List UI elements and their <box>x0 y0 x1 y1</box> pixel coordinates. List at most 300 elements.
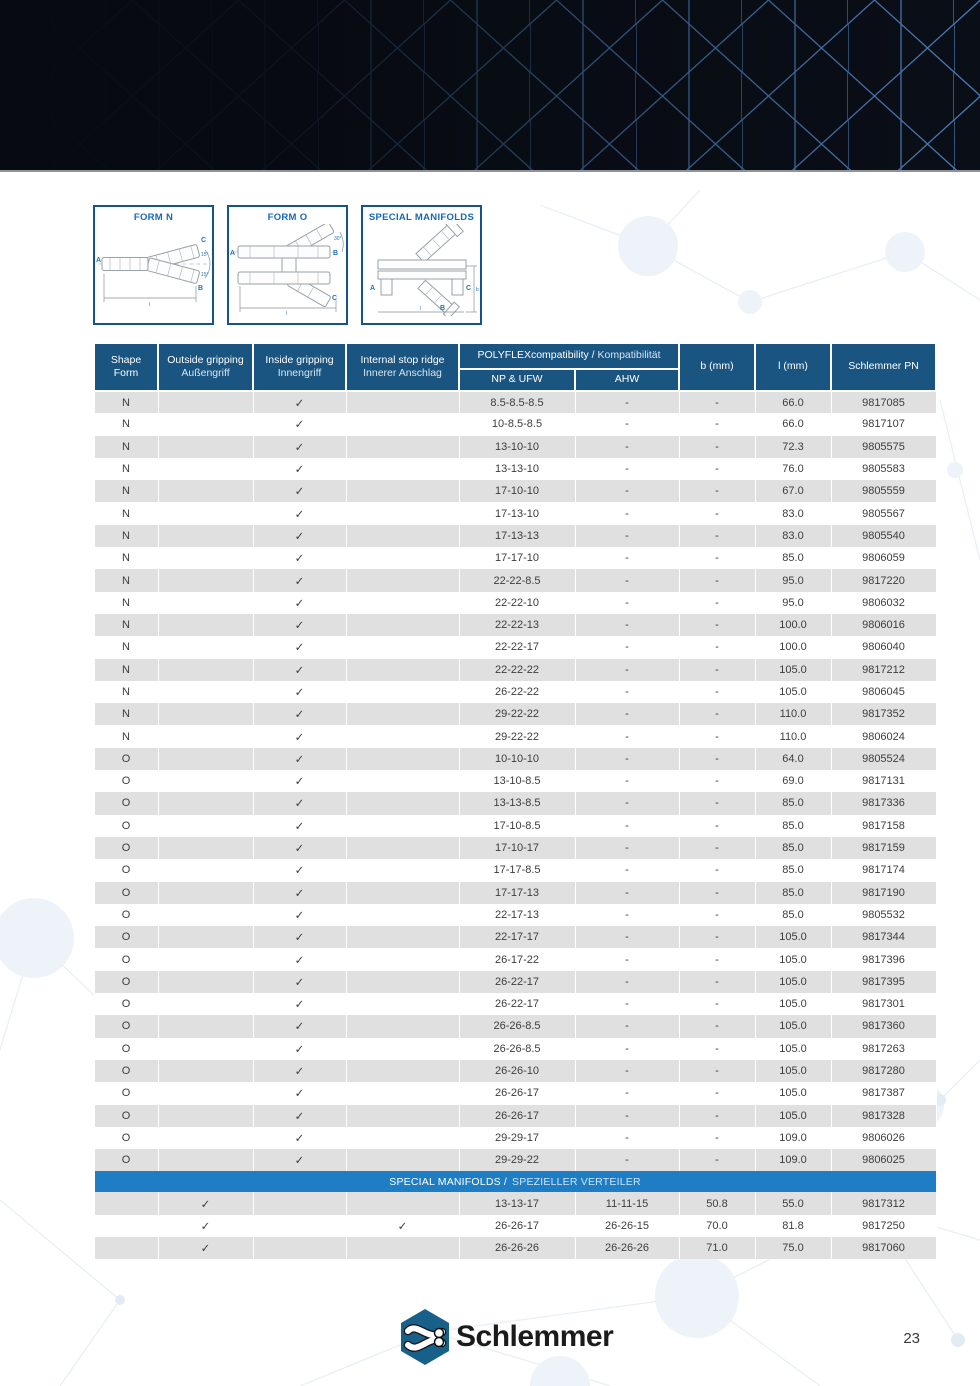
cell-internal-stop-ridge <box>346 547 459 569</box>
cell-internal-stop-ridge <box>346 614 459 636</box>
cell-outside-gripping: ✓ <box>158 1192 253 1214</box>
cell-internal-stop-ridge <box>346 1015 459 1037</box>
cell-ahw: - <box>575 569 679 591</box>
diagram-form-n <box>93 205 214 325</box>
cell-np-ufw: 26-26-17 <box>459 1215 575 1237</box>
table-row <box>94 480 936 502</box>
cell-internal-stop-ridge <box>346 703 459 725</box>
cell-l-mm: 85.0 <box>755 859 831 881</box>
cell-shape: N <box>94 636 158 658</box>
cell-schlemmer-pn: 9817212 <box>831 659 936 681</box>
cell-b-mm: - <box>679 413 755 435</box>
cell-shape: N <box>94 525 158 547</box>
svg-text:A: A <box>229 250 235 257</box>
cell-l-mm: 85.0 <box>755 882 831 904</box>
cell-b-mm: 70.0 <box>679 1215 755 1237</box>
cell-ahw: - <box>575 592 679 614</box>
svg-text:B: B <box>439 305 445 312</box>
cell-outside-gripping <box>158 547 253 569</box>
cell-ahw: - <box>575 547 679 569</box>
diagram-special-manifolds <box>361 205 482 325</box>
cell-shape: O <box>94 1127 158 1149</box>
svg-text:15°: 15° <box>200 272 209 278</box>
cell-inside-gripping: ✓ <box>253 792 346 814</box>
cell-outside-gripping <box>158 815 253 837</box>
cell-ahw: - <box>575 770 679 792</box>
cell-internal-stop-ridge <box>346 1082 459 1104</box>
cell-l-mm: 100.0 <box>755 636 831 658</box>
cell-schlemmer-pn: 9806040 <box>831 636 936 658</box>
cell-ahw: - <box>575 837 679 859</box>
cell-outside-gripping <box>158 1105 253 1127</box>
cell-l-mm: 83.0 <box>755 502 831 524</box>
cell-shape: O <box>94 815 158 837</box>
cell-shape: N <box>94 436 158 458</box>
cell-shape: N <box>94 458 158 480</box>
cell-l-mm: 83.0 <box>755 525 831 547</box>
cell-internal-stop-ridge <box>346 681 459 703</box>
cell-shape: N <box>94 547 158 569</box>
cell-outside-gripping <box>158 837 253 859</box>
cell-outside-gripping <box>158 659 253 681</box>
table-row <box>94 659 936 681</box>
cell-l-mm: 85.0 <box>755 547 831 569</box>
cell-internal-stop-ridge <box>346 815 459 837</box>
cell-outside-gripping <box>158 1038 253 1060</box>
cell-np-ufw: 22-22-13 <box>459 614 575 636</box>
cell-schlemmer-pn: 9806026 <box>831 1127 936 1149</box>
cell-np-ufw: 22-22-22 <box>459 659 575 681</box>
cell-outside-gripping <box>158 1127 253 1149</box>
cell-schlemmer-pn: 9806059 <box>831 547 936 569</box>
cell-b-mm: - <box>679 1038 755 1060</box>
col-header-np-ufw: NP & UFW <box>459 369 575 391</box>
table-row <box>94 1149 936 1171</box>
cell-schlemmer-pn: 9805532 <box>831 904 936 926</box>
cell-np-ufw: 29-29-22 <box>459 1149 575 1171</box>
cell-outside-gripping <box>158 502 253 524</box>
cell-np-ufw: 13-13-10 <box>459 458 575 480</box>
cell-inside-gripping: ✓ <box>253 948 346 970</box>
cell-inside-gripping: ✓ <box>253 1149 346 1171</box>
cell-b-mm: - <box>679 725 755 747</box>
cell-inside-gripping <box>253 1215 346 1237</box>
table-row <box>94 458 936 480</box>
svg-text:30°: 30° <box>333 236 342 242</box>
table-row <box>94 815 936 837</box>
cell-outside-gripping <box>158 725 253 747</box>
cell-l-mm: 105.0 <box>755 659 831 681</box>
cell-shape: N <box>94 502 158 524</box>
cell-b-mm: - <box>679 681 755 703</box>
cell-internal-stop-ridge <box>346 391 459 413</box>
cell-ahw: - <box>575 480 679 502</box>
cell-np-ufw: 26-22-17 <box>459 971 575 993</box>
cell-outside-gripping <box>158 948 253 970</box>
cell-inside-gripping: ✓ <box>253 436 346 458</box>
section-divider-label: SPECIAL MANIFOLDS / SPEZIELLER VERTEILER <box>94 1171 936 1192</box>
table-row <box>94 1038 936 1060</box>
table-row <box>94 681 936 703</box>
table-row <box>94 436 936 458</box>
cell-np-ufw: 17-10-17 <box>459 837 575 859</box>
cell-b-mm: - <box>679 1127 755 1149</box>
cell-inside-gripping: ✓ <box>253 971 346 993</box>
cell-outside-gripping <box>158 636 253 658</box>
cell-shape: N <box>94 480 158 502</box>
cell-schlemmer-pn: 9806025 <box>831 1149 936 1171</box>
cell-l-mm: 105.0 <box>755 1060 831 1082</box>
cell-l-mm: 105.0 <box>755 1082 831 1104</box>
cell-b-mm: - <box>679 904 755 926</box>
cell-schlemmer-pn: 9805575 <box>831 436 936 458</box>
cell-inside-gripping: ✓ <box>253 525 346 547</box>
cell-l-mm: 110.0 <box>755 703 831 725</box>
cell-schlemmer-pn: 9817396 <box>831 948 936 970</box>
col-header-internal-stop-ridge: Internal stop ridge Innerer Anschlag <box>346 343 459 391</box>
cell-b-mm: - <box>679 792 755 814</box>
cell-shape: O <box>94 971 158 993</box>
table-row <box>94 859 936 881</box>
cell-shape: O <box>94 859 158 881</box>
cell-l-mm: 55.0 <box>755 1192 831 1214</box>
cell-l-mm: 105.0 <box>755 1105 831 1127</box>
cell-b-mm: - <box>679 659 755 681</box>
svg-text:15°: 15° <box>200 252 209 258</box>
cell-l-mm: 67.0 <box>755 480 831 502</box>
section-divider-row <box>94 1171 936 1192</box>
cell-shape: N <box>94 725 158 747</box>
cell-shape: N <box>94 391 158 413</box>
cell-b-mm: 71.0 <box>679 1237 755 1259</box>
cell-inside-gripping: ✓ <box>253 725 346 747</box>
cell-ahw: - <box>575 859 679 881</box>
cell-b-mm: - <box>679 1060 755 1082</box>
form-n-drawing <box>96 224 212 316</box>
cell-schlemmer-pn: 9817060 <box>831 1237 936 1259</box>
cell-internal-stop-ridge <box>346 502 459 524</box>
cell-l-mm: 105.0 <box>755 926 831 948</box>
cell-b-mm: - <box>679 748 755 770</box>
cell-outside-gripping <box>158 993 253 1015</box>
table-row <box>94 1060 936 1082</box>
cell-schlemmer-pn: 9817280 <box>831 1060 936 1082</box>
cell-b-mm: 50.8 <box>679 1192 755 1214</box>
cell-l-mm: 105.0 <box>755 971 831 993</box>
cell-schlemmer-pn: 9817360 <box>831 1015 936 1037</box>
cell-outside-gripping <box>158 1015 253 1037</box>
cell-b-mm: - <box>679 948 755 970</box>
cell-schlemmer-pn: 9817336 <box>831 792 936 814</box>
table-row <box>94 748 936 770</box>
cell-schlemmer-pn: 9817250 <box>831 1215 936 1237</box>
cell-outside-gripping <box>158 525 253 547</box>
cell-l-mm: 110.0 <box>755 725 831 747</box>
cell-inside-gripping: ✓ <box>253 391 346 413</box>
cell-inside-gripping: ✓ <box>253 859 346 881</box>
cell-inside-gripping: ✓ <box>253 703 346 725</box>
cell-internal-stop-ridge <box>346 725 459 747</box>
cell-b-mm: - <box>679 569 755 591</box>
cell-inside-gripping: ✓ <box>253 458 346 480</box>
cell-np-ufw: 17-13-10 <box>459 502 575 524</box>
cell-np-ufw: 22-22-10 <box>459 592 575 614</box>
table-row <box>94 1082 936 1104</box>
svg-text:A: A <box>369 285 375 292</box>
diagram-title: FORM O <box>267 212 308 223</box>
banner-gradient-fade <box>0 0 980 170</box>
cell-outside-gripping <box>158 480 253 502</box>
svg-text:l: l <box>148 302 150 308</box>
table-row <box>94 993 936 1015</box>
cell-schlemmer-pn: 9817301 <box>831 993 936 1015</box>
table-row <box>94 882 936 904</box>
cell-b-mm: - <box>679 815 755 837</box>
special-table-row <box>94 1237 936 1259</box>
cell-internal-stop-ridge <box>346 792 459 814</box>
cell-outside-gripping <box>158 703 253 725</box>
cell-ahw: - <box>575 636 679 658</box>
cell-ahw: - <box>575 614 679 636</box>
cell-b-mm: - <box>679 391 755 413</box>
table-row <box>94 569 936 591</box>
spec-table <box>93 342 937 1259</box>
cell-b-mm: - <box>679 859 755 881</box>
cell-ahw: - <box>575 391 679 413</box>
cell-internal-stop-ridge <box>346 993 459 1015</box>
cell-b-mm: - <box>679 1149 755 1171</box>
cell-outside-gripping <box>158 569 253 591</box>
special-table-row <box>94 1215 936 1237</box>
schlemmer-hexagon-logo-icon <box>399 1308 451 1366</box>
cell-inside-gripping <box>253 1237 346 1259</box>
table-row <box>94 636 936 658</box>
cell-internal-stop-ridge <box>346 1192 459 1214</box>
cell-ahw: - <box>575 1082 679 1104</box>
cell-internal-stop-ridge <box>346 1149 459 1171</box>
cell-shape: N <box>94 659 158 681</box>
svg-text:C: C <box>465 285 471 292</box>
cell-b-mm: - <box>679 436 755 458</box>
cell-shape: O <box>94 792 158 814</box>
cell-inside-gripping: ✓ <box>253 748 346 770</box>
cell-inside-gripping: ✓ <box>253 413 346 435</box>
cell-ahw: - <box>575 815 679 837</box>
table-row <box>94 1015 936 1037</box>
cell-l-mm: 109.0 <box>755 1149 831 1171</box>
cell-internal-stop-ridge <box>346 525 459 547</box>
cell-b-mm: - <box>679 971 755 993</box>
cell-inside-gripping: ✓ <box>253 815 346 837</box>
cell-internal-stop-ridge: ✓ <box>346 1215 459 1237</box>
cell-b-mm: - <box>679 614 755 636</box>
cell-inside-gripping: ✓ <box>253 926 346 948</box>
cell-np-ufw: 8.5-8.5-8.5 <box>459 391 575 413</box>
cell-l-mm: 85.0 <box>755 904 831 926</box>
cell-internal-stop-ridge <box>346 748 459 770</box>
cell-inside-gripping: ✓ <box>253 681 346 703</box>
cell-b-mm: - <box>679 993 755 1015</box>
cell-shape: N <box>94 413 158 435</box>
cell-l-mm: 95.0 <box>755 569 831 591</box>
cell-ahw: - <box>575 703 679 725</box>
cell-l-mm: 64.0 <box>755 748 831 770</box>
cell-inside-gripping: ✓ <box>253 837 346 859</box>
cell-l-mm: 105.0 <box>755 993 831 1015</box>
cell-schlemmer-pn: 9817107 <box>831 413 936 435</box>
cell-schlemmer-pn: 9805583 <box>831 458 936 480</box>
table-row <box>94 948 936 970</box>
table-row <box>94 592 936 614</box>
cell-inside-gripping: ✓ <box>253 1105 346 1127</box>
cell-l-mm: 105.0 <box>755 948 831 970</box>
table-row <box>94 837 936 859</box>
svg-text:l: l <box>285 311 287 316</box>
cell-ahw: - <box>575 436 679 458</box>
cell-outside-gripping <box>158 1082 253 1104</box>
cell-b-mm: - <box>679 1015 755 1037</box>
cell-shape: O <box>94 882 158 904</box>
cell-inside-gripping: ✓ <box>253 547 346 569</box>
cell-internal-stop-ridge <box>346 882 459 904</box>
cell-outside-gripping <box>158 592 253 614</box>
special-table-row <box>94 1192 936 1214</box>
svg-text:A: A <box>95 257 101 264</box>
cell-shape: N <box>94 681 158 703</box>
cell-np-ufw: 26-22-17 <box>459 993 575 1015</box>
cell-l-mm: 105.0 <box>755 1038 831 1060</box>
cell-shape: O <box>94 1082 158 1104</box>
cell-schlemmer-pn: 9817312 <box>831 1192 936 1214</box>
cell-outside-gripping <box>158 614 253 636</box>
cell-np-ufw: 26-22-22 <box>459 681 575 703</box>
table-row <box>94 725 936 747</box>
cell-ahw: - <box>575 1105 679 1127</box>
cell-internal-stop-ridge <box>346 1127 459 1149</box>
cell-np-ufw: 10-10-10 <box>459 748 575 770</box>
cell-schlemmer-pn: 9817158 <box>831 815 936 837</box>
cell-np-ufw: 17-10-8.5 <box>459 815 575 837</box>
cell-internal-stop-ridge <box>346 569 459 591</box>
cell-l-mm: 105.0 <box>755 681 831 703</box>
cell-shape: O <box>94 948 158 970</box>
form-o-drawing <box>230 224 346 316</box>
cell-b-mm: - <box>679 547 755 569</box>
cell-shape: O <box>94 1105 158 1127</box>
cell-schlemmer-pn: 9817328 <box>831 1105 936 1127</box>
cell-np-ufw: 13-13-17 <box>459 1192 575 1214</box>
cell-ahw: - <box>575 659 679 681</box>
cell-shape: N <box>94 569 158 591</box>
cell-internal-stop-ridge <box>346 859 459 881</box>
cell-inside-gripping: ✓ <box>253 904 346 926</box>
cell-np-ufw: 22-22-17 <box>459 636 575 658</box>
cell-shape: O <box>94 1038 158 1060</box>
cell-l-mm: 75.0 <box>755 1237 831 1259</box>
cell-ahw: - <box>575 681 679 703</box>
cell-l-mm: 66.0 <box>755 391 831 413</box>
cell-ahw: - <box>575 1149 679 1171</box>
col-header-schlemmer-pn: Schlemmer PN <box>831 343 936 391</box>
cell-outside-gripping: ✓ <box>158 1237 253 1259</box>
cell-inside-gripping: ✓ <box>253 770 346 792</box>
cell-inside-gripping: ✓ <box>253 480 346 502</box>
table-row <box>94 391 936 413</box>
cell-b-mm: - <box>679 502 755 524</box>
cell-ahw: - <box>575 413 679 435</box>
cell-outside-gripping <box>158 748 253 770</box>
cell-np-ufw: 22-17-13 <box>459 904 575 926</box>
cell-b-mm: - <box>679 926 755 948</box>
table-row <box>94 525 936 547</box>
cell-ahw: 11-11-15 <box>575 1192 679 1214</box>
cell-l-mm: 72.3 <box>755 436 831 458</box>
cell-shape <box>94 1192 158 1214</box>
cell-l-mm: 85.0 <box>755 837 831 859</box>
cell-ahw: - <box>575 792 679 814</box>
cell-outside-gripping <box>158 681 253 703</box>
cell-np-ufw: 26-26-26 <box>459 1237 575 1259</box>
cell-schlemmer-pn: 9817263 <box>831 1038 936 1060</box>
cell-schlemmer-pn: 9817174 <box>831 859 936 881</box>
cell-l-mm: 105.0 <box>755 1015 831 1037</box>
cell-l-mm: 69.0 <box>755 770 831 792</box>
svg-text:C: C <box>200 237 206 244</box>
table-row <box>94 502 936 524</box>
cell-shape: O <box>94 1060 158 1082</box>
cell-schlemmer-pn: 9817387 <box>831 1082 936 1104</box>
logo-wordmark: Schlemmer <box>456 1320 614 1353</box>
cell-inside-gripping: ✓ <box>253 659 346 681</box>
cell-outside-gripping <box>158 971 253 993</box>
cell-shape <box>94 1215 158 1237</box>
cell-schlemmer-pn: 9817190 <box>831 882 936 904</box>
cell-ahw: - <box>575 1015 679 1037</box>
cell-shape: O <box>94 904 158 926</box>
cell-schlemmer-pn: 9805524 <box>831 748 936 770</box>
cell-b-mm: - <box>679 525 755 547</box>
cell-inside-gripping: ✓ <box>253 1082 346 1104</box>
cell-b-mm: - <box>679 636 755 658</box>
page-number: 23 <box>903 1330 920 1347</box>
cell-schlemmer-pn: 9817344 <box>831 926 936 948</box>
table-row <box>94 792 936 814</box>
cell-b-mm: - <box>679 770 755 792</box>
cell-np-ufw: 17-17-13 <box>459 882 575 904</box>
cell-np-ufw: 26-17-22 <box>459 948 575 970</box>
table-row <box>94 413 936 435</box>
table-row <box>94 703 936 725</box>
cell-schlemmer-pn: 9806016 <box>831 614 936 636</box>
cell-inside-gripping: ✓ <box>253 1060 346 1082</box>
cell-ahw: - <box>575 1038 679 1060</box>
cell-shape: N <box>94 614 158 636</box>
cell-schlemmer-pn: 9805567 <box>831 502 936 524</box>
cell-internal-stop-ridge <box>346 837 459 859</box>
cell-inside-gripping: ✓ <box>253 569 346 591</box>
cell-outside-gripping: ✓ <box>158 1215 253 1237</box>
svg-text:B: B <box>197 285 203 292</box>
cell-outside-gripping <box>158 436 253 458</box>
col-header-inside-gripping: Inside gripping Innengriff <box>253 343 346 391</box>
col-header-shape: Shape Form <box>94 343 158 391</box>
table-row <box>94 1127 936 1149</box>
cell-l-mm: 66.0 <box>755 413 831 435</box>
cell-np-ufw: 29-29-17 <box>459 1127 575 1149</box>
cell-schlemmer-pn: 9817395 <box>831 971 936 993</box>
cell-shape: N <box>94 703 158 725</box>
cell-b-mm: - <box>679 592 755 614</box>
